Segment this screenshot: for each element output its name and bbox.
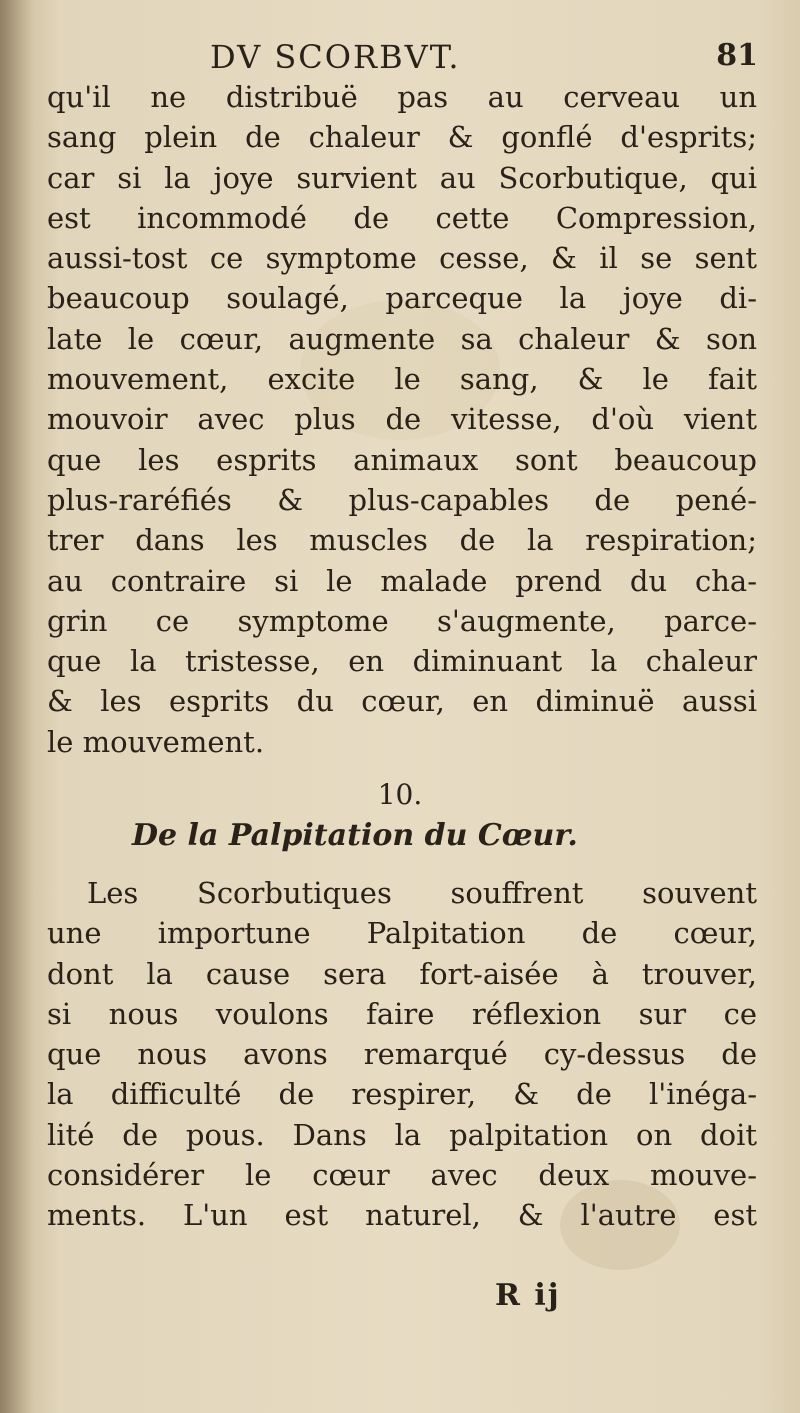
text-line: car si la joye survient au Scorbutique, qui	[47, 160, 757, 195]
text-line: sang plein de chaleur & gonflé d'esprits;	[47, 120, 757, 155]
text-line: beaucoup soulagé, parceque la joye di-	[47, 281, 757, 316]
text-line: que nous avons remarqué cy-dessus de	[47, 1037, 757, 1072]
text-line: lité de pous. Dans la palpitation on doit	[47, 1117, 757, 1152]
paragraph-2	[47, 873, 757, 1236]
text-line: que la tristesse, en diminuant la chaleur	[47, 644, 757, 679]
text-line: plus-raréfiés & plus-capables de pené-	[47, 482, 757, 517]
text-line: la difficulté de respirer, & de l'inéga-	[47, 1077, 757, 1112]
text-line: trer dans les muscles de la respiration;	[47, 523, 757, 558]
text-line: mouvement, excite le sang, & le fait	[47, 362, 757, 397]
running-head: DV SCORBVT.	[210, 38, 461, 76]
paragraph-1	[47, 77, 757, 762]
section-title: De la Palpitation du Cœur.	[132, 818, 578, 853]
text-line: aussi-tost ce symptome cesse, & il se sent	[47, 241, 757, 276]
text-line: considérer le cœur avec deux mouve-	[47, 1158, 757, 1193]
signature-mark: R ij	[495, 1278, 561, 1313]
text-line: si nous voulons faire réflexion sur ce	[47, 996, 757, 1031]
text-line: grin ce symptome s'augmente, parce-	[47, 603, 757, 638]
text-line: dont la cause sera fort-aisée à trouver,	[47, 956, 757, 991]
text-line: qu'il ne distribuë pas au cerveau un	[47, 80, 757, 114]
text-line: une importune Palpitation de cœur,	[47, 916, 757, 951]
text-line: Les Scorbutiques souffrent souvent	[87, 876, 757, 910]
text-line: mouvoir avec plus de vitesse, d'où vient	[47, 402, 757, 437]
text-line: que les esprits animaux sont beaucoup	[47, 442, 757, 477]
text-line: le mouvement.	[47, 724, 265, 759]
text-line: au contraire si le malade prend du cha-	[47, 563, 757, 598]
text-line: & les esprits du cœur, en diminuë aussi	[47, 684, 757, 719]
page-number: 81	[716, 38, 758, 73]
text-line: est incommodé de cette Compression,	[47, 200, 757, 235]
section-number: 10.	[377, 778, 423, 811]
text-line: late le cœur, augmente sa chaleur & son	[47, 321, 757, 356]
gutter-shadow	[0, 0, 34, 1413]
text-line: ments. L'un est naturel, & l'autre est	[47, 1198, 757, 1233]
